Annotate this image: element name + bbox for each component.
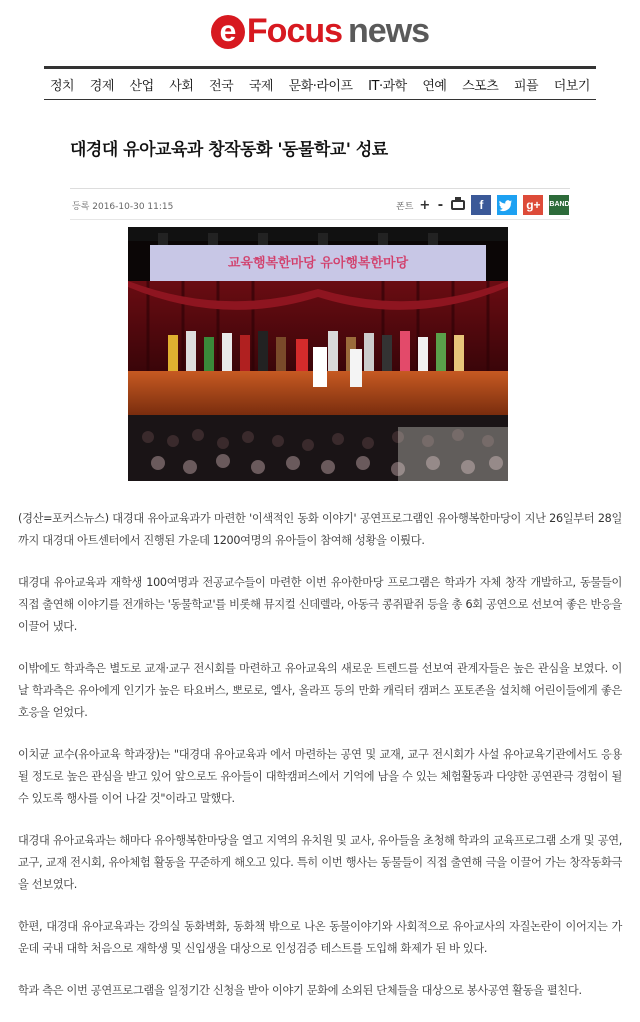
article-paragraph: 이치균 교수(유아교육 학과장)는 "대경대 유아교육과 에서 마련하는 공연 및 교재, 교구 전시회가 사설 유아교육기관에서도 응용될 정도로 높은 관심을 받고 있어 앞으로도 유아들이 대학캠퍼스에서 기억에 남을 수 있는 체험활동과 다양한 공연관극 경험이 될 수 있도록 행사를 이어 나갈 것"이라고 말했다. <box>18 748 622 805</box>
article-photo <box>128 227 508 481</box>
logo-text-news: news <box>348 12 430 50</box>
article-title: 대경대 유아교육과 창작동화 '동물학교' 성료 <box>70 140 388 160</box>
nav-item-society[interactable]: 사회 <box>169 78 194 94</box>
site-logo[interactable] <box>0 12 640 52</box>
print-icon[interactable] <box>451 200 465 210</box>
nav-item-sports[interactable]: 스포츠 <box>462 78 499 94</box>
article-paragraph: 이밖에도 학과측은 별도로 교재·교구 전시회를 마련하고 유아교육의 새로운 트렌드를 선보여 관계자들은 높은 관심을 보였다. 이날 학과측은 유아에게 인기가 높은 타요버스, 뽀로로, 엘사, 올라프 등의 만화 캐릭터 캠퍼스 포토존을 설치해 어린이들에게 좋은 호응을 얻었다. <box>18 662 622 719</box>
article-paragraph: (경산=포커스뉴스) 대경대 유아교육과가 마련한 '이색적인 동화 이야기' 공연프로그램인 유아행복한마당이 지난 26일부터 28일까지 대경대 아트센터에서 진행된 가운데 1200여명의 유아들이 참여해 성황을 이뤘다. <box>18 512 622 547</box>
font-increase-button[interactable]: + <box>419 197 431 213</box>
font-size-label: 폰트 <box>396 201 414 212</box>
nav-item-entertainment[interactable]: 연예 <box>422 78 447 94</box>
article-body <box>18 508 622 1022</box>
main-nav <box>44 66 596 100</box>
nav-item-industry[interactable]: 산업 <box>129 78 154 94</box>
nav-item-economy[interactable]: 경제 <box>89 78 114 94</box>
banner-text: 교육행복한마당 유아행복한마당 <box>227 256 409 271</box>
font-decrease-button[interactable]: - <box>437 197 444 213</box>
nav-item-more[interactable]: 더보기 <box>553 78 590 94</box>
nav-item-it-science[interactable]: IT·과학 <box>368 78 407 94</box>
article-paragraph: 대경대 유아교육과는 해마다 유아행복한마당을 열고 지역의 유치원 및 교사, 유아들을 초청해 학과의 교육프로그램 소개 및 공연, 교구, 교재 전시회, 유아체험 활동을 꾸준하게 해오고 있다. 특히 이번 행사는 동물들이 직접 출연해 극을 이끌어 가는 창작동화극을 선보였다. <box>18 834 622 891</box>
nav-item-people[interactable]: 피플 <box>513 78 539 94</box>
divider <box>70 219 570 220</box>
logo-mark-icon: e <box>211 15 245 49</box>
article-paragraph: 한편, 대경대 유아교육과는 강의실 동화벽화, 동화책 밖으로 나온 동물이야기와 사회적으로 유아교사의 자질논란이 이어지는 가운데 국내 대학 처음으로 재학생 및 신입생을 대상으로 인성검증 테스트를 도입해 화제가 된 바 있다. <box>18 920 622 955</box>
twitter-icon[interactable] <box>497 195 517 215</box>
divider <box>70 188 570 189</box>
article-paragraph: 학과 측은 이번 공연프로그램을 일정기간 신청을 받아 이야기 문화에 소외된 단체들을 대상으로 봉사공연 활동을 펼친다. <box>18 984 582 997</box>
article-tools <box>396 195 569 215</box>
nav-item-culture[interactable]: 문화·라이프 <box>288 78 353 94</box>
nav-item-international[interactable]: 국제 <box>248 78 273 94</box>
logo-text-focus: Focus <box>246 12 343 50</box>
nav-item-politics[interactable]: 정치 <box>50 78 75 94</box>
nav-item-national[interactable]: 전국 <box>209 78 234 94</box>
article-date: 등록 2016-10-30 11:15 <box>72 202 174 212</box>
band-icon[interactable]: BAND <box>549 195 569 215</box>
google-plus-icon[interactable]: g+ <box>523 195 543 215</box>
article-paragraph: 대경대 유아교육과 재학생 100여명과 전공교수들이 마련한 이번 유아한마당 프로그램은 학과가 자체 창작 개발하고, 동물들이 직접 출연해 이야기를 전개하는 '동물학교'를 비롯해 뮤지컬 신데렐라, 아동극 콩쥐팥쥐 등을 총 6회 공연으로 선보여 좋은 반응을 이끌어 냈다. <box>18 576 622 633</box>
facebook-icon[interactable]: f <box>471 195 491 215</box>
